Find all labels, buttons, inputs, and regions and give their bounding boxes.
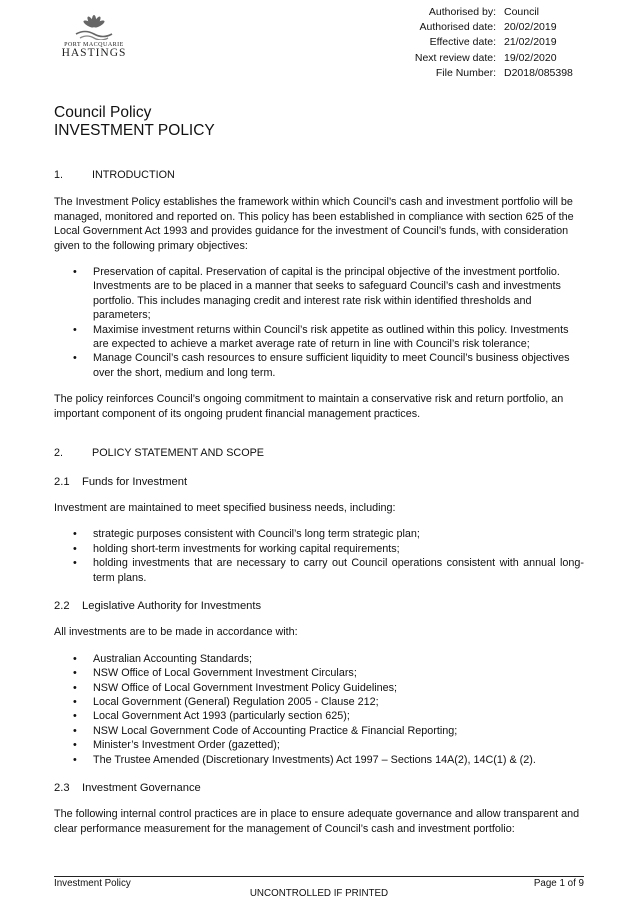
footer-document-name: Investment Policy [54, 878, 131, 889]
subsection-title: Legislative Authority for Investments [82, 599, 262, 612]
title-line1: Council Policy [54, 104, 152, 121]
subsection-number: 2.3 [54, 782, 70, 794]
meta-row-effective-date [356, 35, 584, 50]
logo [54, 14, 134, 59]
list-item: • NSW Local Government Code of Accounting Practice & Financial Reporting; [54, 724, 584, 738]
list-item: • Minister’s Investment Order (gazetted); [54, 738, 584, 752]
list-item: • holding short-term investments for working capital requirements; [54, 542, 584, 556]
section-heading-introduction [54, 168, 584, 182]
meta-value: 19/02/2020 [504, 51, 557, 64]
subsection-number: 2.1 [54, 475, 70, 488]
meta-key: Authorised by: [428, 6, 496, 18]
section-number: 2. [54, 447, 64, 460]
list-item: • NSW Office of Local Government Investment Policy Guidelines; [54, 681, 584, 695]
section-number: 1. [54, 169, 64, 181]
page-footer [54, 876, 584, 899]
list-item: • The Trustee Amended (Discretionary Investments) Act 1997 – Sections 14A(2), 14C(1) & (2). [54, 753, 584, 767]
bullet-list [54, 265, 584, 380]
footer-uncontrolled-notice: UNCONTROLLED IF PRINTED [249, 888, 389, 899]
meta-row-authorised-by [356, 5, 584, 20]
flower-logo-icon [72, 14, 116, 40]
list-item: • Preservation of capital. Preservation of capital is the principal objective of the investment portfolio. Investments are to be placed in a manner that seeks to safeguard Council’s cash and investments portfolio. This includes managing credit and interest rate risk within identified thresholds and parameters; [54, 265, 584, 323]
subsection-title: Investment Governance [82, 782, 201, 794]
list-item: • Local Government (General) Regulation 2005 - Clause 212; [54, 695, 584, 709]
list-item: • Local Government Act 1993 (particularly section 625); [54, 709, 584, 723]
list-item: • Australian Accounting Standards; [54, 652, 584, 666]
meta-row-next-review-date [356, 51, 584, 66]
list-item: • Maximise investment returns within Council’s risk appetite as outlined within this policy. Investments are expected to achieve a market average rate of return in line with Council’s risk tolerance; [54, 323, 584, 352]
logo-line1: PORT MACQUARIE [64, 42, 124, 48]
subsection-heading-investment-governance [54, 781, 584, 795]
subsection-title: Funds for Investment [82, 475, 188, 488]
paragraph: The Investment Policy establishes the framework within which Council’s cash and investment portfolio will be managed, monitored and reported on. This policy has been established in compliance with section 625 of the Local Government Act 1993 and provides guidance for the investment of Council’s funds, with consideration given to the following primary objectives: [54, 196, 574, 252]
title-line2: INVESTMENT POLICY [54, 122, 215, 139]
meta-value: D2018/085398 [504, 66, 573, 79]
bullet-list [54, 652, 584, 767]
section-heading-policy-statement [54, 446, 584, 460]
meta-value: 20/02/2019 [504, 21, 557, 34]
list-item: • holding investments that are necessary to carry out Council operations consistent with annual long-term plans. [54, 556, 584, 585]
paragraph: The policy reinforces Council’s ongoing commitment to maintain a conservative risk and return portfolio, an important component of its ongoing prudent financial management practices. [54, 393, 564, 420]
subsection-heading-legislative-authority [54, 599, 584, 613]
subsection-heading-funds [54, 475, 584, 489]
meta-key: Next review date: [414, 51, 496, 64]
logo-line2: HASTINGS [61, 47, 127, 59]
list-item: • NSW Office of Local Government Investment Circulars; [54, 666, 584, 680]
meta-key: Authorised date: [419, 21, 496, 34]
section-title: INTRODUCTION [92, 169, 175, 181]
list-item: • Manage Council’s cash resources to ensure sufficient liquidity to meet Council’s business objectives over the short, medium and long term. [54, 351, 584, 380]
document-body [54, 168, 584, 848]
meta-value: Council [504, 6, 540, 18]
paragraph: All investments are to be made in accordance with: [54, 626, 298, 639]
subsection-number: 2.2 [54, 599, 70, 612]
paragraph: Investment are maintained to meet specified business needs, including: [54, 501, 396, 514]
section-title: POLICY STATEMENT AND SCOPE [92, 447, 264, 460]
list-item: • strategic purposes consistent with Council’s long term strategic plan; [54, 527, 584, 541]
meta-row-file-number [356, 66, 584, 81]
bullet-list [54, 527, 584, 585]
footer-page-number: Page 1 of 9 [533, 878, 584, 889]
meta-value: 21/02/2019 [504, 36, 557, 49]
meta-row-authorised-date [356, 20, 584, 35]
paragraph: The following internal control practices are in place to ensure adequate governance and allow transparent and clear performance measurement for the management of Council’s cash and investment portfolio: [54, 808, 580, 835]
document-metadata [356, 5, 584, 81]
page-title [54, 104, 215, 140]
meta-key: File Number: [435, 66, 496, 79]
meta-key: Effective date: [429, 36, 496, 49]
